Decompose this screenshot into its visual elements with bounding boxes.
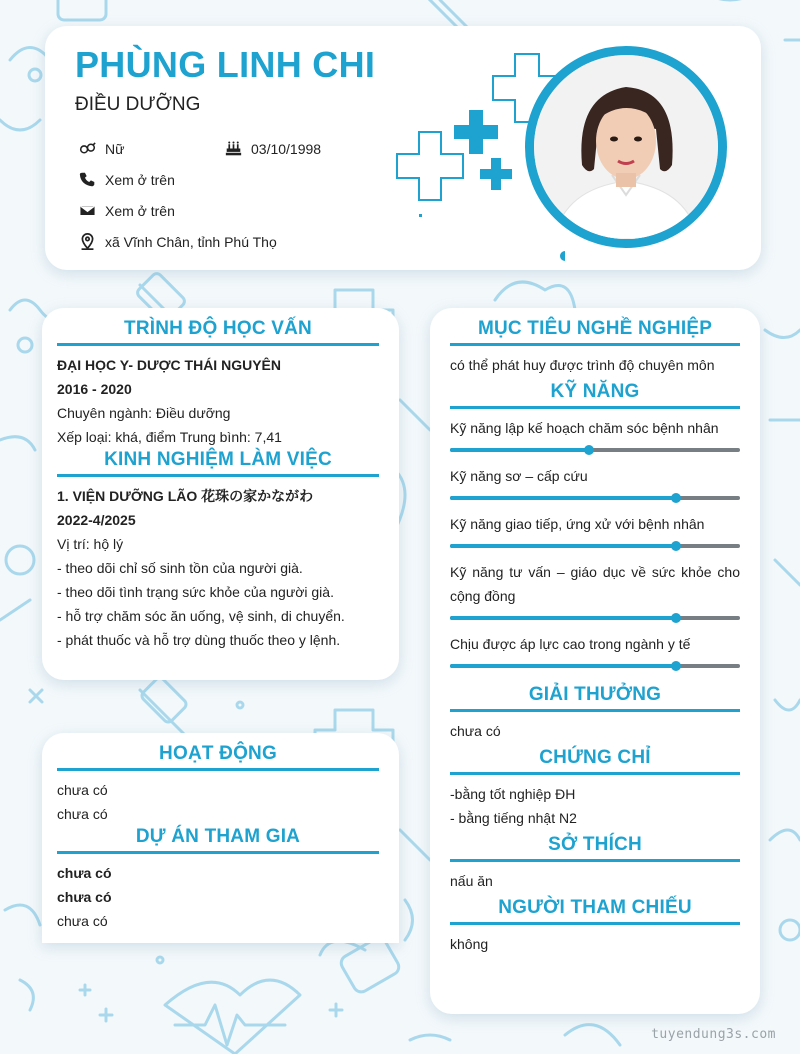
- skill-label: Kỹ năng sơ – cấp cứu: [450, 468, 588, 484]
- education-major: Chuyên ngành: Điều dưỡng: [57, 405, 231, 421]
- project-item: chưa có: [57, 865, 112, 881]
- experience-line: - phát thuốc và hỗ trợ dùng thuốc theo y lệnh.: [57, 632, 341, 648]
- skill-level-bar: [450, 616, 740, 620]
- skill-level-bar: [450, 664, 740, 668]
- email-icon: [79, 202, 96, 219]
- experience-company: 1. VIỆN DƯỠNG LÃO 花珠の家かながわ: [57, 488, 314, 504]
- skill-level-knob: [671, 541, 681, 551]
- skill-item: [450, 464, 740, 500]
- activity-item: chưa có: [57, 806, 108, 822]
- hobby-item: nấu ăn: [450, 873, 493, 889]
- school-name: ĐẠI HỌC Y- DƯỢC THÁI NGUYÊN: [57, 357, 281, 373]
- skill-label: Chịu được áp lực cao trong ngành y tế: [450, 636, 691, 652]
- birthdate-row: [225, 140, 321, 157]
- activity-item: chưa có: [57, 782, 108, 798]
- skill-level-knob: [671, 613, 681, 623]
- education-years: 2016 - 2020: [57, 381, 132, 397]
- skill-label: Kỹ năng lập kế hoạch chăm sóc bệnh nhân: [450, 420, 719, 436]
- skill-level-fill: [450, 544, 676, 548]
- avatar: [534, 55, 718, 239]
- skill-level-fill: [450, 664, 676, 668]
- phone-value: Xem ở trên: [105, 171, 175, 188]
- activities-projects-card: [42, 733, 399, 943]
- project-item: chưa có: [57, 889, 112, 905]
- skills-list: [450, 416, 740, 668]
- education-rank: Xếp loại: khá, điểm Trung bình: 7,41: [57, 429, 282, 445]
- profile-header-card: [45, 26, 761, 270]
- references-heading: NGƯỜI THAM CHIẾU: [450, 897, 740, 925]
- skill-level-knob: [671, 661, 681, 671]
- skill-level-fill: [450, 448, 589, 452]
- project-item: chưa có: [57, 913, 108, 929]
- experience-line: - theo dõi chỉ số sinh tồn của người già.: [57, 560, 303, 576]
- location-pin-icon: [79, 233, 96, 250]
- experience-period: 2022-4/2025: [57, 512, 136, 528]
- experience-heading: KINH NGHIỆM LÀM VIỆC: [57, 449, 379, 477]
- experience-line: - theo dõi tình trạng sức khỏe của người già.: [57, 584, 334, 600]
- skill-level-knob: [671, 493, 681, 503]
- birthday-cake-icon: [225, 140, 242, 157]
- gender-value: Nữ: [105, 140, 125, 157]
- skill-item: [450, 632, 740, 668]
- skill-item: [450, 416, 740, 452]
- email-value: Xem ở trên: [105, 202, 175, 219]
- projects-heading: DỰ ÁN THAM GIA: [57, 826, 379, 854]
- job-title: ĐIỀU DƯỠNG: [75, 94, 201, 115]
- candidate-name: PHÙNG LINH CHI: [75, 44, 376, 85]
- certificates-heading: CHỨNG CHỈ: [450, 747, 740, 775]
- skills-heading: KỸ NĂNG: [450, 381, 740, 409]
- phone-row: [79, 171, 175, 188]
- reference-item: không: [450, 936, 489, 952]
- experience-line: Vị trí: hộ lý: [57, 536, 124, 552]
- objective-text: có thể phát huy được trình độ chuyên môn: [450, 357, 715, 373]
- email-row: [79, 202, 175, 219]
- skill-label: Kỹ năng tư vấn – giáo dục về sức khỏe cho cộng đồng: [450, 564, 740, 604]
- birthdate-value: 03/10/1998: [251, 140, 322, 157]
- skill-level-fill: [450, 496, 676, 500]
- skill-level-fill: [450, 616, 676, 620]
- skill-level-bar: [450, 496, 740, 500]
- education-experience-card: [42, 308, 399, 680]
- skill-item: [450, 512, 740, 548]
- gender-row: [79, 140, 124, 157]
- skill-level-bar: [450, 544, 740, 548]
- activities-heading: HOẠT ĐỘNG: [57, 743, 379, 771]
- objective-skills-card: [430, 308, 760, 1014]
- certificate-item: -bằng tốt nghiệp ĐH: [450, 786, 576, 802]
- award-item: chưa có: [450, 723, 501, 739]
- skill-level-knob: [584, 445, 594, 455]
- address-value: xã Vĩnh Chân, tỉnh Phú Thọ: [105, 233, 277, 250]
- watermark-text: tuyendung3s.com: [651, 1027, 776, 1042]
- skill-level-bar: [450, 448, 740, 452]
- address-row: [79, 233, 277, 250]
- hobbies-heading: SỞ THÍCH: [450, 834, 740, 862]
- awards-heading: GIẢI THƯỞNG: [450, 684, 740, 712]
- experience-line: - hỗ trợ chăm sóc ăn uống, vệ sinh, di chuyển.: [57, 608, 345, 624]
- objective-heading: MỤC TIÊU NGHỀ NGHIỆP: [450, 318, 740, 346]
- education-heading: TRÌNH ĐỘ HỌC VẤN: [57, 318, 379, 346]
- phone-icon: [79, 171, 96, 188]
- skill-item: [450, 560, 740, 620]
- certificate-item: - bằng tiếng nhật N2: [450, 810, 577, 826]
- skill-label: Kỹ năng giao tiếp, ứng xử với bệnh nhân: [450, 516, 705, 532]
- gender-icon: [79, 140, 96, 157]
- profile-photo: [525, 46, 727, 248]
